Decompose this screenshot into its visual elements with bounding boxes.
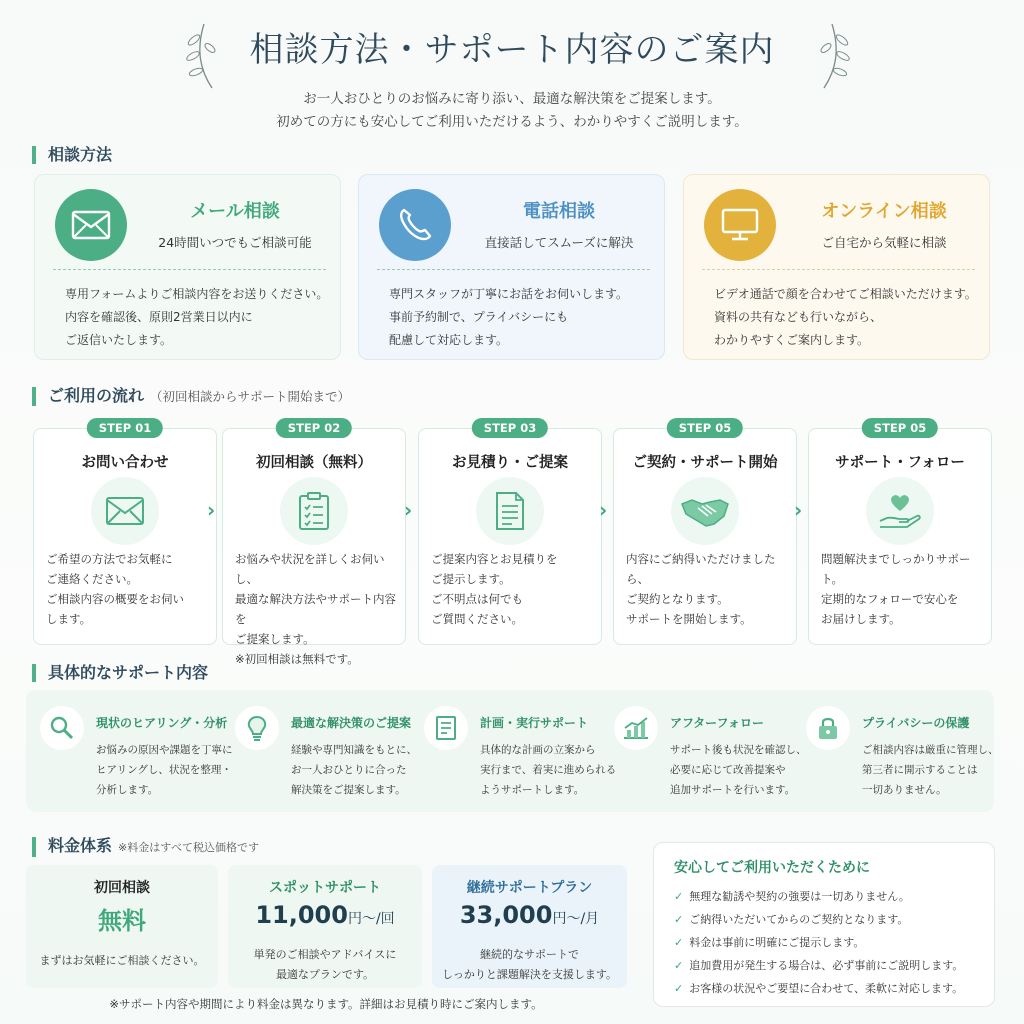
method-description: ビデオ通話で顔を合わせてご相談いただけます。 資料の共有なども行いながら、 わかりやすくご案内します。 [714, 287, 977, 347]
step-card-4 [613, 421, 797, 645]
price-card-spot [228, 865, 422, 988]
step-card-1 [33, 421, 217, 645]
section-heading-methods: 相談方法 [32, 146, 112, 164]
step-badge: STEP 01 [87, 418, 163, 438]
chart-icon [614, 706, 658, 750]
step-title: お見積り・ご提案 [452, 455, 568, 471]
support-item-privacy [806, 702, 999, 802]
list-item: ✓ ご納得いただいてからのご契約となります。 [674, 913, 909, 926]
divider [702, 269, 975, 270]
step-badge: STEP 05 [862, 418, 938, 438]
lightbulb-icon [235, 706, 279, 750]
step-card-5 [808, 421, 992, 645]
price-value: 無料 [98, 907, 146, 935]
support-title: 計画・実行サポート [480, 716, 589, 730]
flow-arrow-icon: › [404, 498, 413, 522]
step-description: ご提案内容とお見積りを ご提示します。 ご不明点は何でも ご質問ください。 [431, 552, 558, 626]
step-title: ご契約・サポート開始 [632, 455, 778, 471]
subtitle-line-1: お一人おひとりのお悩みに寄り添い、最適な解決策をご提案します。 [303, 91, 721, 107]
price-value-row: 33,000円〜/月 [459, 901, 600, 929]
document-icon [476, 477, 544, 545]
pricing-footnote: ※サポート内容や期間により料金は異なります。詳細はお見積り時にご案内します。 [109, 997, 543, 1011]
check-icon: ✓ [674, 913, 684, 926]
price-card-initial [26, 865, 218, 988]
support-item-hearing [40, 702, 233, 802]
list-item: ✓ 無理な勧誘や契約の強要は一切ありません。 [674, 890, 910, 903]
method-title: 電話相談 [523, 201, 595, 222]
flow-arrow-icon: › [794, 498, 803, 522]
price-title: 初回相談 [94, 880, 150, 896]
method-subtitle: 直接話してスムーズに解決 [484, 235, 634, 250]
assurance-heading: 安心してご利用いただくために [674, 860, 870, 876]
method-title: メール相談 [190, 201, 280, 222]
section-heading-pricing: 料金体系 ※料金はすべて税込価格です [32, 837, 259, 857]
support-description: 経験や専門知識をもとに、 お一人おひとりに合った 解決策をご提案します。 [291, 744, 417, 796]
step-title: 初回相談（無料） [256, 455, 372, 471]
method-subtitle: 24時間いつでもご相談可能 [158, 235, 312, 250]
support-title: アフターフォロー [670, 716, 764, 730]
price-description: 継続的なサポートで しっかりと課題解決を支援します。 [441, 948, 618, 981]
heart-hand-icon [866, 477, 934, 545]
section-heading-flow: ご利用の流れ （初回相談からサポート開始まで） [32, 387, 350, 406]
check-icon: ✓ [674, 959, 684, 972]
support-description: 具体的な計画の立案から 実行まで、着実に進められる ようサポートします。 [480, 744, 617, 796]
support-item-proposal [235, 702, 425, 802]
support-title: プライバシーの保護 [862, 716, 970, 730]
step-description: お悩みや状況を詳しくお伺いし、 最適な解決方法やサポート内容を ご提案します。 ※初回相談は無料です。 [235, 552, 396, 666]
step-title: お問い合わせ [81, 455, 169, 471]
method-title: オンライン相談 [821, 201, 947, 222]
support-description: お悩みの原因や課題を丁寧に ヒアリングし、状況を整理・ 分析します。 [96, 744, 233, 796]
mail-icon [55, 189, 127, 261]
check-icon: ✓ [674, 936, 684, 949]
section-heading-support: 具体的なサポート内容 [32, 664, 208, 682]
list-item: ✓ 追加費用が発生する場合は、必ず事前にご説明します。 [674, 959, 964, 972]
step-description: 内容にご納得いただけましたら、 ご契約となります。 サポートを開始します。 [626, 552, 776, 626]
price-card-continuous [432, 865, 627, 988]
page-title: 相談方法・サポート内容のご案内 [249, 30, 775, 70]
check-icon: ✓ [674, 982, 684, 995]
assurance-list [674, 885, 963, 1000]
list-item: ✓ 料金は事前に明確にご提示します。 [674, 936, 865, 949]
support-title: 最適な解決策のご提案 [291, 716, 412, 730]
method-card-online[interactable] [683, 174, 990, 360]
price-description: まずはお気軽にご相談ください。 [39, 954, 205, 967]
lock-icon [806, 706, 850, 750]
method-subtitle: ご自宅から気軽に相談 [821, 235, 947, 250]
price-value-row: 11,000円〜/回 [255, 901, 395, 929]
support-item-plan [424, 702, 617, 802]
price-description: 単発のご相談やアドバイスに 最適なプランです。 [253, 948, 397, 981]
magnifier-icon [40, 706, 84, 750]
divider [377, 269, 650, 270]
price-title: 継続サポートプラン [466, 880, 593, 896]
support-description: サポート後も状況を確認し、 必要に応じて改善提案や 追加サポートを行います。 [670, 744, 807, 796]
method-description: 専門スタッフが丁寧にお話をお伺いします。 事前予約制で、プライバシーにも 配慮して対応します。 [389, 287, 629, 347]
divider [53, 269, 326, 270]
step-card-2 [222, 421, 406, 666]
step-badge: STEP 02 [276, 418, 352, 438]
step-badge: STEP 05 [667, 418, 743, 438]
flow-arrow-icon: › [207, 498, 216, 522]
support-title: 現状のヒアリング・分析 [96, 716, 228, 730]
method-card-phone[interactable] [358, 174, 665, 360]
step-title: サポート・フォロー [835, 455, 965, 471]
support-item-after-follow [614, 702, 807, 802]
assurance-box [653, 842, 995, 1007]
phone-icon [379, 189, 451, 261]
plan-document-icon [424, 706, 468, 750]
method-description: 専用フォームよりご相談内容をお送りください。 内容を確認後、原則2営業日以内に ご返信いたします。 [65, 287, 329, 347]
list-item: ✓ お客様の状況やご要望に合わせて、柔軟に対応します。 [674, 982, 964, 995]
step-description: 問題解決までしっかりサポート。 定期的なフォローで安心を お届けします。 [821, 552, 971, 626]
step-card-3 [418, 421, 602, 645]
clipboard-icon [280, 477, 348, 545]
check-icon: ✓ [674, 890, 684, 903]
handshake-icon [671, 477, 739, 545]
step-badge: STEP 03 [472, 418, 548, 438]
method-card-mail[interactable] [34, 174, 341, 360]
flow-arrow-icon: › [599, 498, 608, 522]
step-description: ご希望の方法でお気軽に ご連絡ください。 ご相談内容の概要をお伺い します。 [46, 552, 184, 626]
subtitle-line-2: 初めての方にも安心してご利用いただけるよう、わかりやすくご説明します。 [276, 114, 748, 130]
price-title: スポットサポート [269, 880, 381, 896]
monitor-icon [704, 189, 776, 261]
support-description: ご相談内容は厳重に管理し、 第三者に開示することは 一切ありません。 [862, 744, 999, 796]
envelope-icon [91, 477, 159, 545]
